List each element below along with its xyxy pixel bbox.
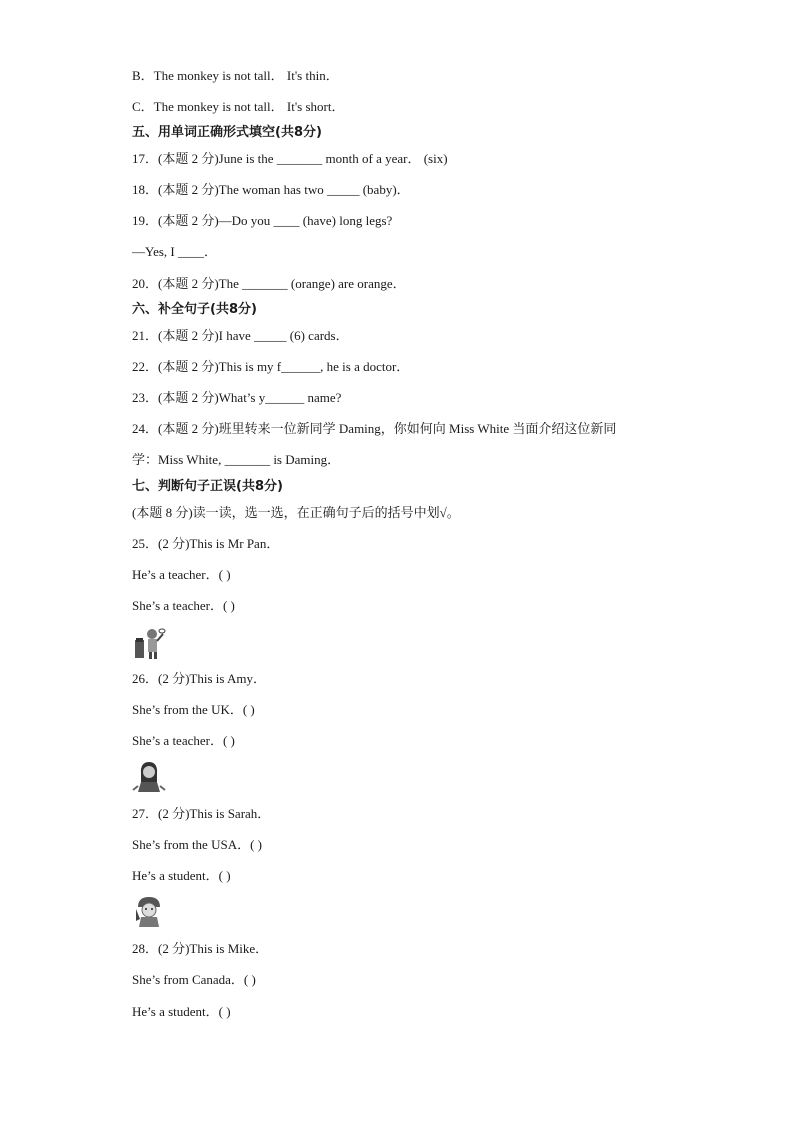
question-25-choice-a: He’s a teacher．( ) [132, 567, 231, 582]
question-23: 23．(本题 2 分)What’s y______ name? [132, 390, 342, 405]
question-18: 18．(本题 2 分)The woman has two _____ (baby)． [132, 182, 410, 197]
girl-sarah-picture [132, 895, 166, 929]
question-26: 26．(2 分)This is Amy． [132, 671, 266, 686]
question-28: 28．(2 分)This is Mike． [132, 941, 269, 956]
question-24: 24．(本题 2 分)班里转来一位新同学 Daming，你如何向 Miss White 当面介绍这位新同 [132, 421, 617, 436]
question-27: 27．(2 分)This is Sarah． [132, 806, 271, 821]
option-b: B．The monkey is not tall． It's thin． [132, 68, 339, 83]
question-20: 20．(本题 2 分)The _______ (orange) are orange． [132, 276, 406, 291]
section-7-heading: 七、判断句子正误(共8分) [132, 479, 283, 494]
question-17: 17．(本题 2 分)June is the _______ month of a year． (six) [132, 151, 448, 166]
question-19-answer: —Yes, I ____． [132, 244, 217, 259]
question-28-choice-a: She’s from Canada．( ) [132, 972, 256, 987]
question-22: 22．(本题 2 分)This is my f______, he is a doctor． [132, 359, 410, 374]
section-7-instruction: (本题 8 分)读一读，选一选，在正确句子后的括号中划√。 [132, 505, 460, 520]
option-c: C．The monkey is not tall． It's short． [132, 99, 345, 114]
question-25-choice-b: She’s a teacher．( ) [132, 598, 235, 613]
question-19: 19．(本题 2 分)—Do you ____ (have) long legs? [132, 213, 393, 228]
question-27-choice-b: He’s a student．( ) [132, 868, 231, 883]
section-6-heading: 六、补全句子(共8分) [132, 302, 257, 317]
teacher-picture [132, 626, 166, 660]
question-25: 25．(2 分)This is Mr Pan． [132, 536, 280, 551]
section-5-heading: 五、用单词正确形式填空(共8分) [132, 125, 322, 140]
question-27-choice-a: She’s from the USA．( ) [132, 837, 262, 852]
question-24-continued: 学：Miss White, _______ is Daming． [132, 452, 341, 467]
girl-amy-picture [132, 760, 166, 794]
question-21: 21．(本题 2 分)I have _____ (6) cards． [132, 328, 349, 343]
question-28-choice-b: He’s a student．( ) [132, 1004, 231, 1019]
question-26-choice-a: She’s from the UK．( ) [132, 702, 255, 717]
question-26-choice-b: She’s a teacher．( ) [132, 733, 235, 748]
